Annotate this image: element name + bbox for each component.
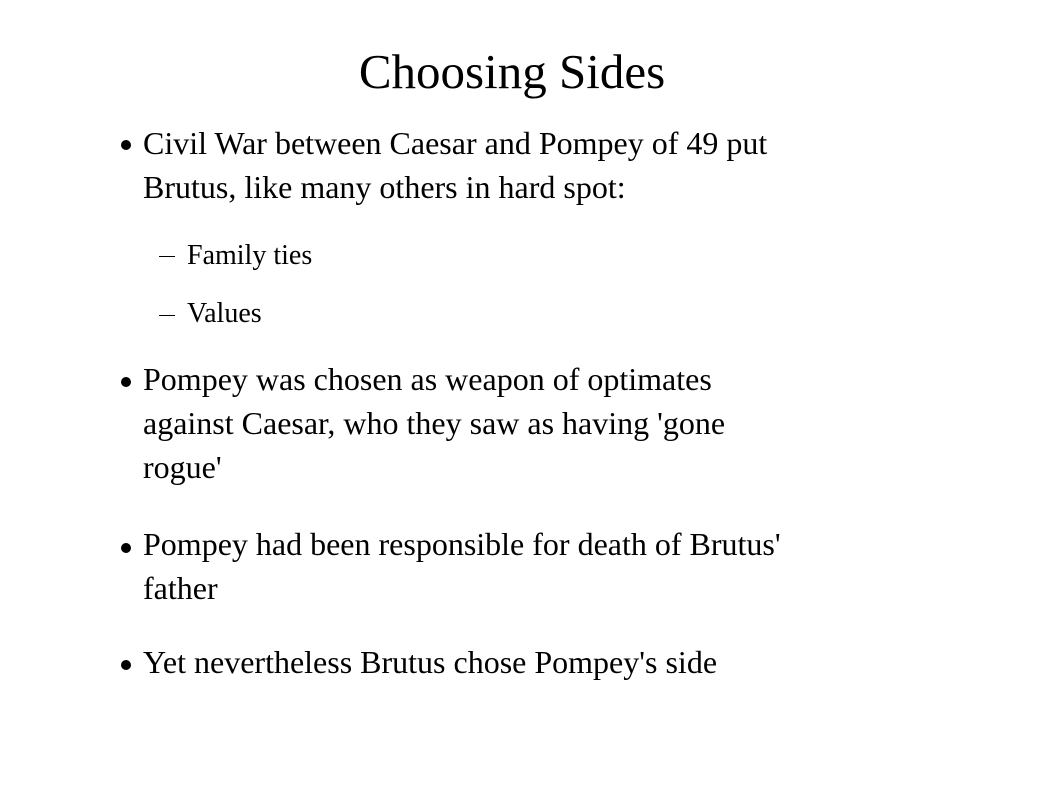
bullet-dot-icon <box>121 140 131 150</box>
bullet-line: Brutus, like many others in hard spot: <box>143 169 626 205</box>
bullet-line: Pompey had been responsible for death of Brutus' <box>143 526 781 562</box>
dash-icon <box>159 256 175 257</box>
bullet-line: rogue' <box>143 449 222 485</box>
bullet-line: Pompey was chosen as weapon of optimates <box>143 361 712 397</box>
bullet-dot-icon <box>121 543 131 553</box>
bullet-text <box>143 640 1013 684</box>
bullet-dot-icon <box>121 660 131 670</box>
bullet-line: Yet nevertheless Brutus chose Pompey's side <box>143 644 718 680</box>
bullet-line: against Caesar, who they saw as having 'gone <box>143 405 726 441</box>
bullet-line: father <box>143 570 218 606</box>
dash-icon <box>159 315 175 316</box>
bullet-text <box>143 121 1013 209</box>
slide-title: Choosing Sides <box>358 44 666 99</box>
bullet-text <box>143 357 1013 489</box>
bullet-dot-icon <box>121 377 131 387</box>
sub-bullet-text: Family ties <box>187 240 313 271</box>
bullet-line: Civil War between Caesar and Pompey of 49 put <box>143 125 768 161</box>
bullet-text <box>143 522 1013 610</box>
sub-bullet-text: Values <box>187 298 262 329</box>
